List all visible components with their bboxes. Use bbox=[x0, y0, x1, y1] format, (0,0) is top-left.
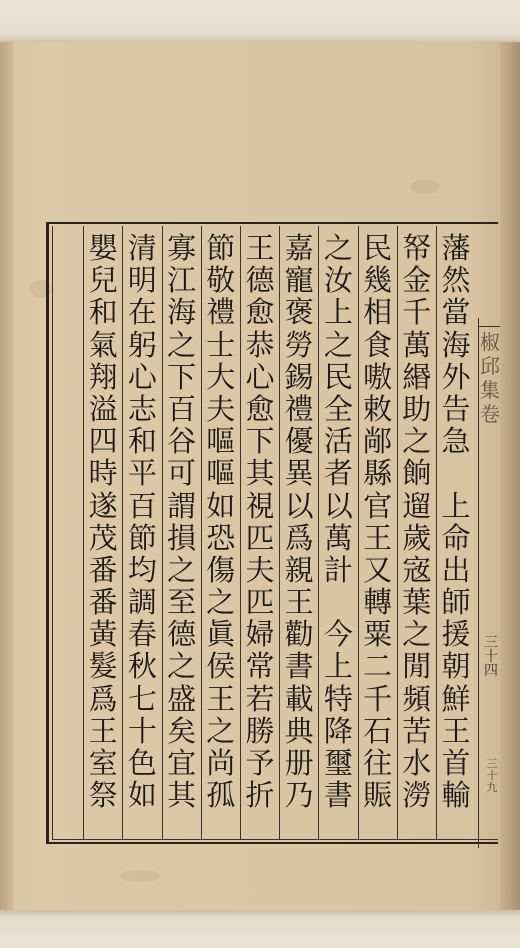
text-column: 帑 金 千 萬 緡 助 之 餉 遛 歲 宼 葉 之 閒 頻 苦 水 澇 bbox=[402, 231, 432, 813]
column-rule bbox=[279, 226, 280, 840]
column-rule bbox=[122, 226, 123, 840]
text-column: 民 幾 相 食 嗷 敕 䣊 縣 官 王 又 轉 粟 二 千 石 往 賑 bbox=[363, 231, 393, 813]
column-rule bbox=[436, 226, 437, 840]
column-rule bbox=[318, 226, 319, 840]
bottom-margin bbox=[0, 910, 520, 948]
text-column: 嘉 寵 褒 勞 錫 禮 優 異 以 爲 親 王 勸 書 載 典 册 乃 bbox=[284, 231, 314, 813]
column-rule bbox=[397, 226, 398, 840]
text-column: 寡 江 海 之 下 百 谷 可 謂 損 之 至 德 之 盛 矣 宜 其 bbox=[167, 231, 197, 813]
banxin-title: 椒 邱 集 卷 bbox=[480, 330, 500, 426]
right-page-edge bbox=[500, 42, 520, 910]
banxin-leaf-count: 三 十 九 bbox=[486, 757, 498, 794]
column-rule bbox=[240, 226, 241, 840]
top-margin bbox=[0, 0, 520, 42]
text-column: 藩 然 當 海 外 告 急 上 命 出 師 援 朝 鮮 王 首 輸 bbox=[441, 231, 471, 813]
paper-stain bbox=[120, 870, 160, 882]
text-column: 王 德 愈 恭 心 愈 下 其 視 匹 夫 匹 婦 常 若 勝 予 折 bbox=[245, 231, 275, 813]
text-column: 之 汝 上 之 民 全 活 者 以 萬 計 今 上 特 降 璽 書 bbox=[323, 231, 353, 813]
column-rule bbox=[358, 226, 359, 840]
text-column: 節 敬 禮 士 大 夫 嘔 嘔 如 恐 傷 之 眞 侯 王 之 尚 孤 bbox=[206, 231, 236, 813]
column-rule bbox=[201, 226, 202, 840]
text-column: 嬰 兒 和 氣 翔 溢 四 時 遂 茂 番 番 黃 髮 爲 王 室 祭 bbox=[88, 231, 118, 813]
fish-tail-mark bbox=[478, 318, 500, 327]
column-rule bbox=[162, 226, 163, 840]
left-page-edge bbox=[0, 42, 14, 910]
text-column: 清 明 在 躬 心 志 和 平 百 節 均 調 春 秋 七 十 色 如 bbox=[127, 231, 157, 813]
paper-stain bbox=[410, 180, 440, 194]
banxin-page-number: 三 十 四 bbox=[484, 635, 498, 679]
column-rule bbox=[83, 226, 84, 840]
